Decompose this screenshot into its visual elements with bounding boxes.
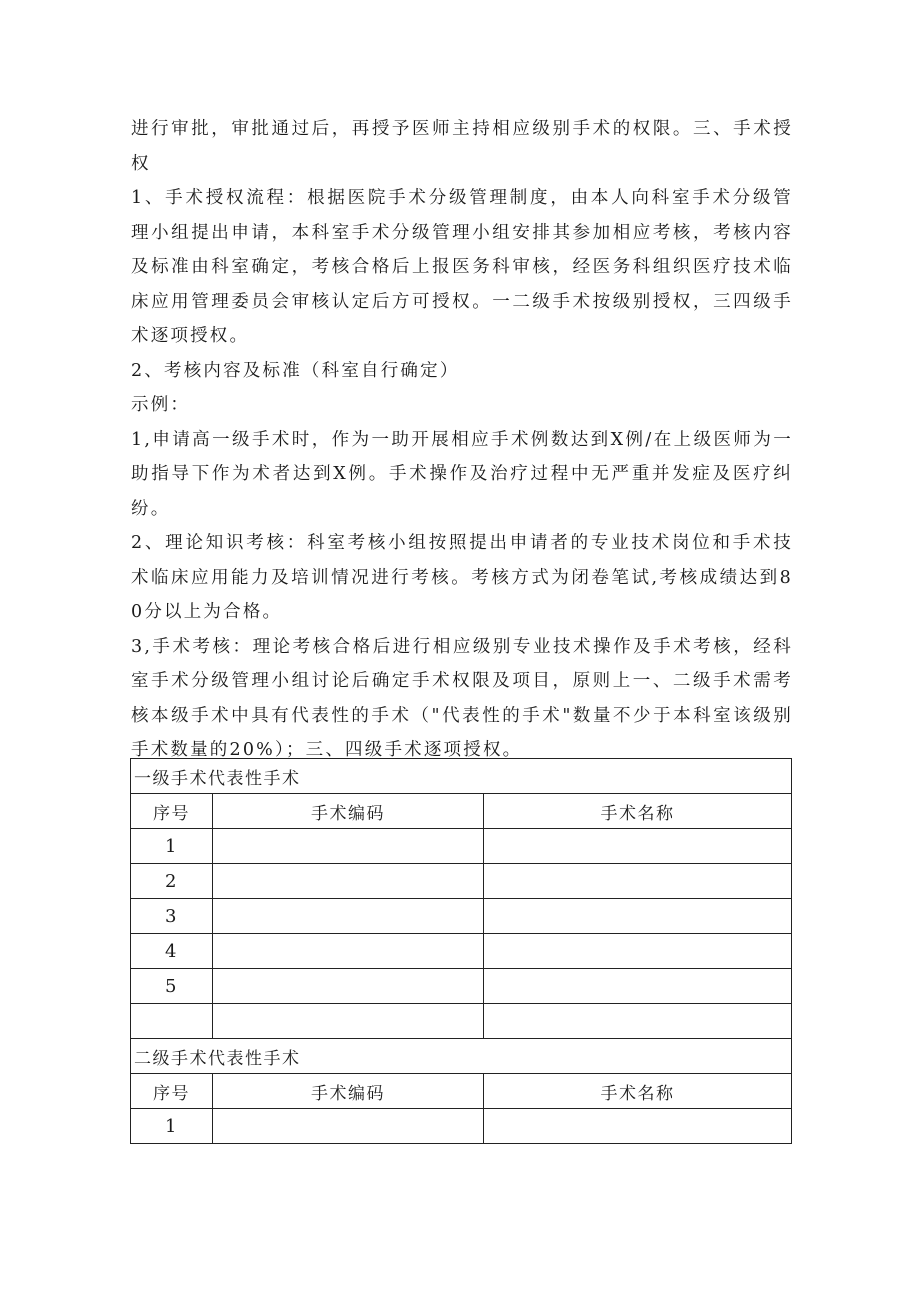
paragraph-surgery-exam: 3,手术考核：理论考核合格后进行相应级别专业技术操作及手术考核，经科室手术分级管理小组讨论后确定手术权限及项目，原则上一、二级手术需考核本级手术中具有代表性的手术（"代表性的手术"数量不少于本科室该级别手术数量的20%）；三、四级手术逐项授权。: [131, 636, 793, 760]
row-code-cell[interactable]: [213, 1004, 484, 1039]
row-code-cell[interactable]: [213, 969, 484, 1004]
row-seq: [131, 1004, 213, 1039]
header-name: 手术名称: [484, 1074, 792, 1109]
row-seq: 4: [131, 934, 213, 969]
representative-surgery-table-wrap: [130, 758, 791, 1144]
representative-surgery-table: [130, 758, 792, 1144]
heading-example: 示例：: [131, 395, 191, 415]
row-seq: 1: [131, 829, 213, 864]
row-name-cell[interactable]: [484, 864, 792, 899]
row-name-cell[interactable]: [484, 829, 792, 864]
row-seq: 2: [131, 864, 213, 899]
row-code-cell[interactable]: [213, 1109, 484, 1144]
table-row: [131, 969, 792, 1004]
paragraph-authorization-process: 1、手术授权流程：根据医院手术分级管理制度，由本人向科室手术分级管理小组提出申请，本科室手术分级管理小组安排其参加相应考核，考核内容及标准由科室确定，考核合格后上报医务科审核，经医务科组织医疗技术临床应用管理委员会审核认定后方可授权。一二级手术按级别授权，三四级手术逐项授权。: [131, 188, 793, 346]
row-name-cell[interactable]: [484, 934, 792, 969]
table-row: [131, 934, 792, 969]
level1-section-title: 一级手术代表性手术: [131, 759, 792, 794]
level2-section-title: 二级手术代表性手术: [131, 1039, 792, 1074]
table-row: [131, 1109, 792, 1144]
row-seq: 3: [131, 899, 213, 934]
row-seq: 1: [131, 1109, 213, 1144]
row-name-cell[interactable]: [484, 899, 792, 934]
row-code-cell[interactable]: [213, 829, 484, 864]
row-code-cell[interactable]: [213, 899, 484, 934]
table-row: [131, 829, 792, 864]
paragraph-theory-exam: 2、理论知识考核：科室考核小组按照提出申请者的专业技术岗位和手术技术临床应用能力及培训情况进行考核。考核方式为闭卷笔试,考核成绩达到80分以上为合格。: [131, 533, 793, 622]
row-code-cell[interactable]: [213, 934, 484, 969]
level1-header-row: [131, 794, 792, 829]
header-name: 手术名称: [484, 794, 792, 829]
level2-title-row: [131, 1039, 792, 1074]
row-name-cell[interactable]: [484, 1004, 792, 1039]
header-code: 手术编码: [213, 1074, 484, 1109]
row-name-cell[interactable]: [484, 969, 792, 1004]
level1-title-row: [131, 759, 792, 794]
row-seq: 5: [131, 969, 213, 1004]
row-code-cell[interactable]: [213, 864, 484, 899]
table-row: [131, 864, 792, 899]
header-seq: 序号: [131, 794, 213, 829]
heading-assessment-standards: 2、考核内容及标准（科室自行确定）: [131, 360, 460, 381]
header-seq: 序号: [131, 1074, 213, 1109]
row-name-cell[interactable]: [484, 1109, 792, 1144]
level2-header-row: [131, 1074, 792, 1109]
document-body: [131, 112, 793, 768]
table-row: [131, 899, 792, 934]
header-code: 手术编码: [213, 794, 484, 829]
paragraph-example-1: 1,申请高一级手术时，作为一助开展相应手术例数达到X例/在上级医师为一助指导下作为术者达到X例。手术操作及治疗过程中无严重并发症及医疗纠纷。: [131, 429, 793, 519]
table-row: [131, 1004, 792, 1039]
paragraph-approval: 进行审批，审批通过后，再授予医师主持相应级别手术的权限。三、手术授权: [131, 119, 793, 174]
